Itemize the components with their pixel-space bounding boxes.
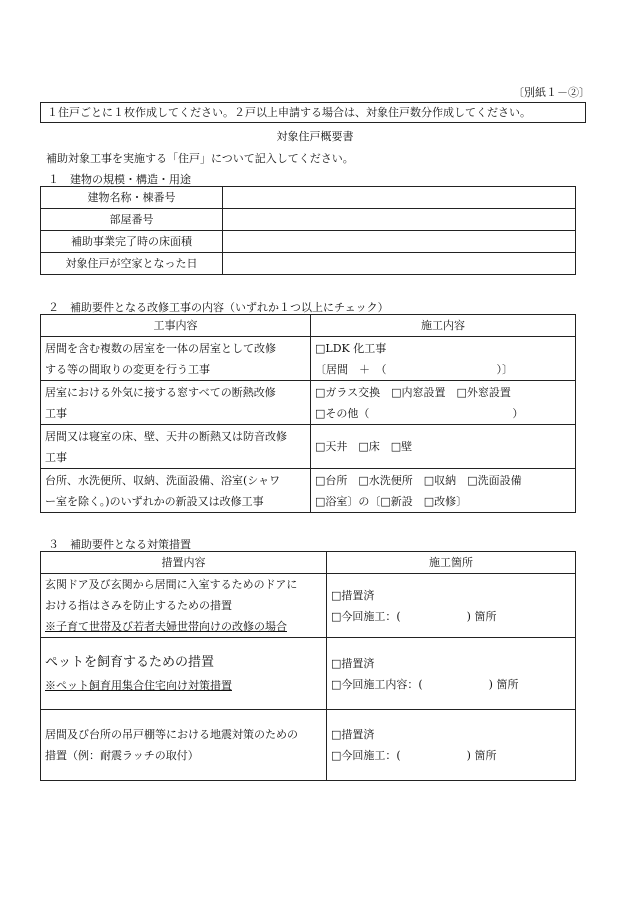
table-row <box>41 187 576 209</box>
measure-content <box>41 638 327 710</box>
measure-content <box>41 710 327 781</box>
place-line[interactable]: □今回施工：( ) 箇所 <box>331 609 497 623</box>
measure-place[interactable] <box>327 574 576 638</box>
measure-line: ペットを飼育するための措置 <box>45 655 215 670</box>
document-title: 対象住戸概要書 <box>276 130 354 143</box>
table-header-row <box>41 315 576 337</box>
measure-content <box>41 574 327 638</box>
intro-text: 補助対象工事を実施する「住戸」について記入してください。 <box>46 152 354 165</box>
form-id: 〔別紙１－②〕 <box>513 86 590 99</box>
detail-line[interactable]: □LDK 化工事 <box>315 341 387 355</box>
room-number-field[interactable] <box>223 209 576 231</box>
renovation-work-table <box>40 314 576 513</box>
table-row <box>41 469 576 513</box>
row-label: 建物名称・棟番号 <box>41 187 223 209</box>
work-line: ー室を除く。)のいずれかの新設又は改修工事 <box>45 494 264 508</box>
work-content <box>41 425 311 469</box>
building-name-field[interactable] <box>223 187 576 209</box>
measure-line: 居間及び台所の吊戸棚等における地震対策のための <box>45 728 298 741</box>
vacancy-date-field[interactable] <box>223 253 576 275</box>
table-row <box>41 710 576 781</box>
table-row <box>41 231 576 253</box>
work-content <box>41 381 311 425</box>
table-row <box>41 209 576 231</box>
work-line: 工事 <box>45 406 67 420</box>
table-row <box>41 337 576 381</box>
column-header: 施工内容 <box>311 315 576 337</box>
section2-heading: ２ 補助要件となる改修工事の内容（いずれか１つ以上にチェック） <box>48 301 389 314</box>
measure-note: ※子育て世帯及び若者夫婦世帯向けの改修の場合 <box>45 620 287 633</box>
measure-line: 措置（例：耐震ラッチの取付） <box>45 749 199 762</box>
work-detail[interactable] <box>311 381 576 425</box>
table-row <box>41 638 576 710</box>
detail-line[interactable]: □天井 □床 □壁 <box>315 440 413 453</box>
column-header: 施工箇所 <box>327 552 576 574</box>
work-detail[interactable] <box>311 469 576 513</box>
work-line: 居間又は寝室の床、壁、天井の断熱又は防音改修 <box>45 429 287 443</box>
measure-note: ※ペット飼育用集合住宅向け対策措置 <box>45 679 232 692</box>
work-content <box>41 337 311 381</box>
column-header: 工事内容 <box>41 315 311 337</box>
section1-heading: １ 建物の規模・構造・用途 <box>48 173 191 186</box>
place-line[interactable]: □措置済 <box>331 588 375 602</box>
work-line: 工事 <box>45 450 67 464</box>
floor-area-field[interactable] <box>223 231 576 253</box>
place-line[interactable]: □今回施工：( ) 箇所 <box>331 749 497 762</box>
detail-line[interactable]: □ガラス交換 □内窓設置 □外窓設置 <box>315 385 511 399</box>
measure-place[interactable] <box>327 638 576 710</box>
table-row <box>41 381 576 425</box>
measure-line: 玄関ドア及び玄関から居間に入室するためのドアに <box>45 578 298 591</box>
row-label: 部屋番号 <box>41 209 223 231</box>
work-line: する等の間取りの変更を行う工事 <box>45 362 210 376</box>
measures-table <box>40 551 576 781</box>
work-line: 台所、水洗便所、収納、洗面設備、浴室(シャワ <box>45 473 281 487</box>
column-header: 措置内容 <box>41 552 327 574</box>
place-line[interactable]: □今回施工内容：( ) 箇所 <box>331 677 519 691</box>
work-content <box>41 469 311 513</box>
section3-heading: ３ 補助要件となる対策措置 <box>48 538 191 551</box>
detail-line[interactable]: 〔居間 ＋ （ ）〕 <box>315 362 513 376</box>
work-detail[interactable] <box>311 425 576 469</box>
measure-place[interactable] <box>327 710 576 781</box>
row-label: 対象住戸が空家となった日 <box>41 253 223 275</box>
detail-line[interactable]: □台所 □水洗便所 □収納 □洗面設備 <box>315 473 522 487</box>
measure-line: おける指はさみを防止するための措置 <box>45 599 232 612</box>
detail-line[interactable]: □その他（ ） <box>315 406 524 420</box>
place-line[interactable]: □措置済 <box>331 656 375 670</box>
row-label: 補助事業完了時の床面積 <box>41 231 223 253</box>
building-info-table <box>40 186 576 275</box>
table-row <box>41 574 576 638</box>
table-row <box>41 425 576 469</box>
notice-box: １住戸ごとに１枚作成してください。２戸以上申請する場合は、対象住戸数分作成してください。 <box>40 102 586 123</box>
detail-line[interactable]: □浴室〕の〔□新設 □改修〕 <box>315 494 468 508</box>
work-line: 居室における外気に接する窓すべての断熱改修 <box>45 385 276 399</box>
table-header-row <box>41 552 576 574</box>
place-line[interactable]: □措置済 <box>331 728 375 741</box>
work-line: 居間を含む複数の居室を一体の居室として改修 <box>45 341 276 355</box>
table-row <box>41 253 576 275</box>
work-detail[interactable] <box>311 337 576 381</box>
